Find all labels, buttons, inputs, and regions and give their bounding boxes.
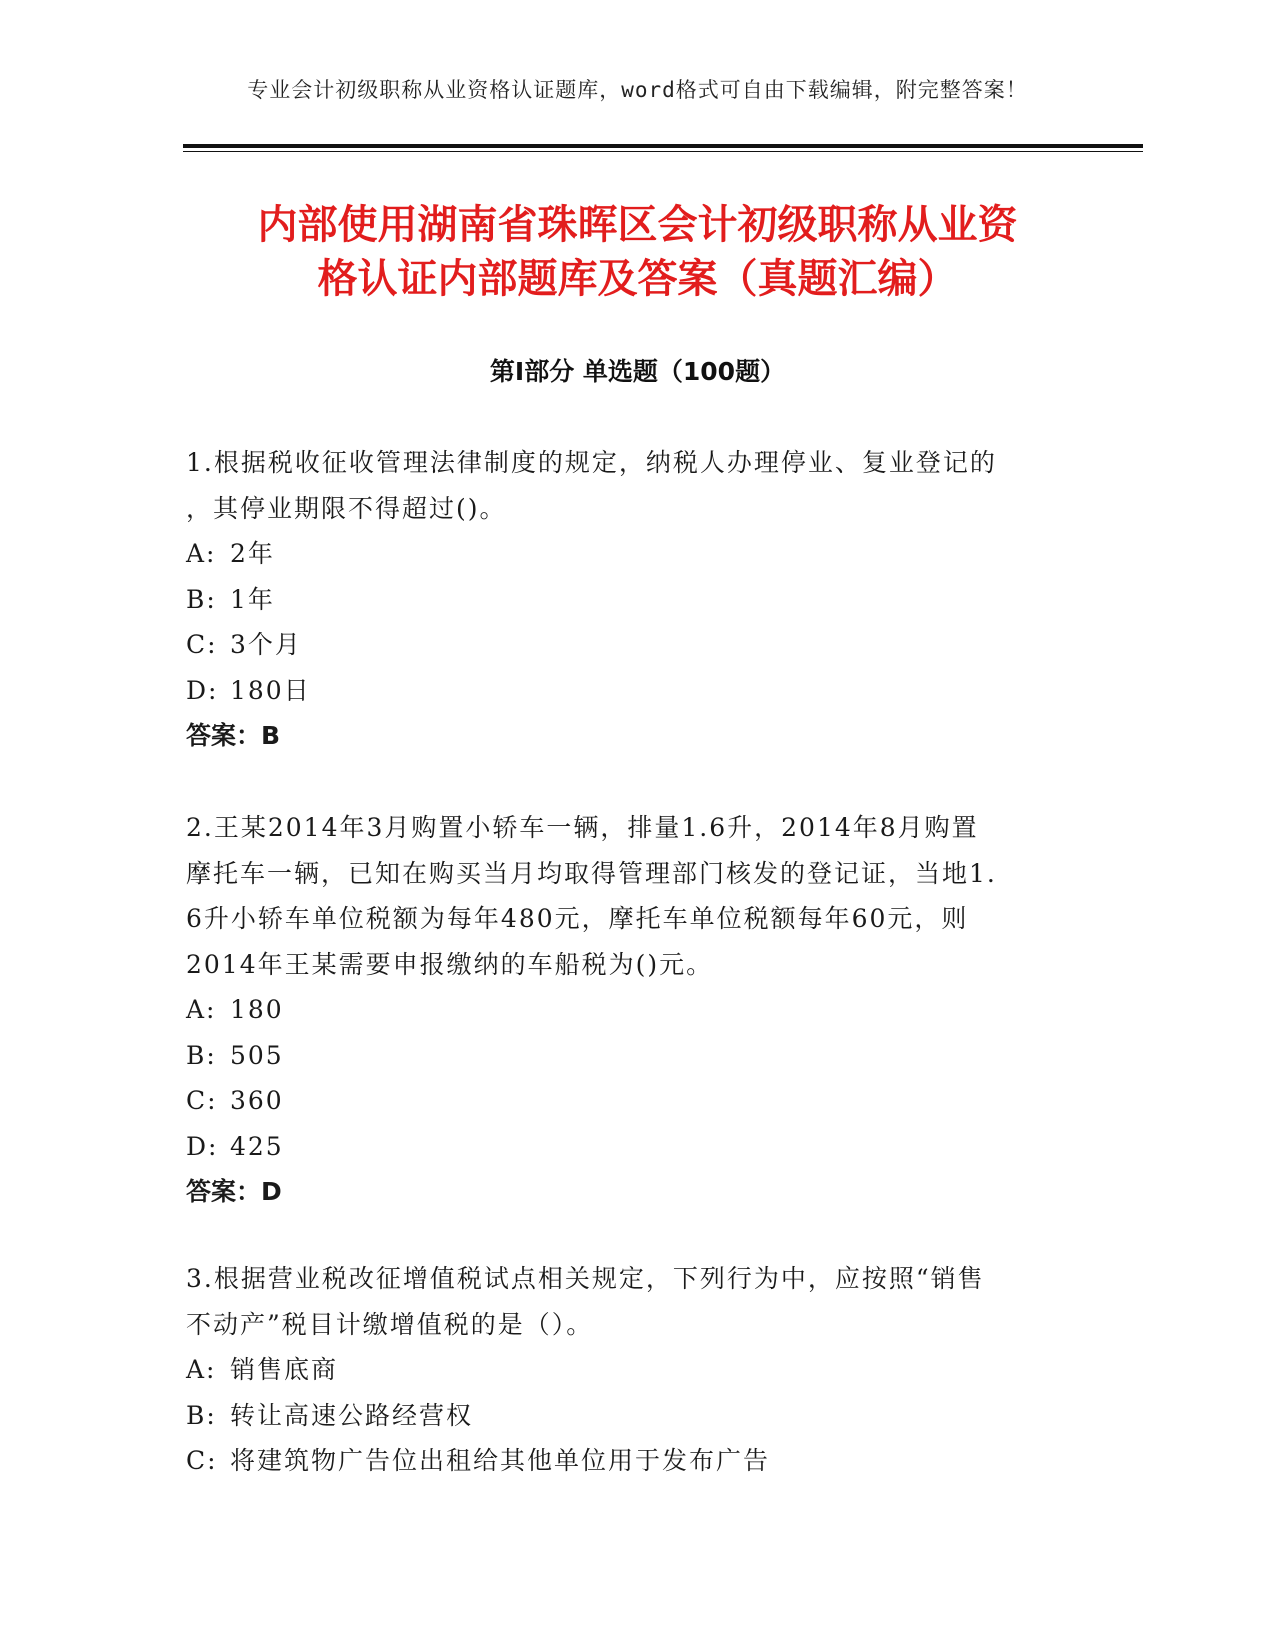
option-text: 将建筑物广告位出租给其他单位用于发布广告 (230, 1446, 771, 1475)
option-a (186, 531, 1066, 577)
option-a (186, 987, 1066, 1033)
option-text: 505 (230, 1040, 284, 1070)
option-letter: B: (186, 1040, 217, 1070)
option-c (186, 1438, 1066, 1484)
option-letter: C: (186, 1086, 218, 1115)
option-letter: B: (186, 584, 217, 614)
option-letter: C: (186, 1446, 218, 1475)
option-d (186, 1124, 1066, 1170)
option-b (186, 1033, 1066, 1079)
question-stem-line: 1.根据税收征收管理法律制度的规定，纳税人办理停业、复业登记的 (186, 448, 997, 477)
question-stem-line: 不动产”税目计缴增值税的是（）。 (186, 1309, 594, 1339)
header-rule-thin (183, 151, 1143, 152)
question-stem (186, 440, 1066, 531)
question-1 (186, 440, 1066, 759)
section-heading: 第Ⅰ部分 单选题（100题） (489, 357, 786, 386)
question-stem-line: 2014年王某需要申报缴纳的车船税为()元。 (186, 949, 714, 979)
question-stem-line: 6升小轿车单位税额为每年480元，摩托车单位税额每年60元，则 (186, 904, 969, 933)
question-3 (186, 1256, 1066, 1484)
option-letter: D: (186, 1131, 219, 1161)
option-text: 425 (230, 1131, 284, 1161)
option-text: 2年 (230, 539, 275, 568)
option-text: 3个月 (230, 630, 302, 659)
option-text: 180日 (230, 675, 311, 705)
question-stem-line: ，其停业期限不得超过()。 (186, 493, 507, 523)
option-text: 转让高速公路经营权 (230, 1400, 474, 1430)
document-title (150, 198, 1125, 306)
option-text: 180 (230, 995, 284, 1024)
option-letter: D: (186, 675, 219, 705)
answer: 答案：D (186, 1177, 282, 1206)
option-letter: A: (186, 1355, 217, 1384)
answer: 答案：B (186, 721, 281, 750)
header-rule-thick (183, 144, 1143, 148)
option-text: 销售底商 (230, 1355, 339, 1384)
question-stem (186, 805, 1066, 987)
option-c (186, 1078, 1066, 1124)
option-letter: B: (186, 1400, 217, 1430)
option-text: 1年 (230, 584, 275, 614)
option-letter: C: (186, 630, 218, 659)
document-title-line1: 内部使用湖南省珠晖区会计初级职称从业资 (257, 202, 1018, 248)
header-note: 专业会计初级职称从业资格认证题库，word格式可自由下载编辑，附完整答案！ (247, 78, 1028, 102)
option-b (186, 577, 1066, 623)
question-stem-line: 3.根据营业税改征增值税试点相关规定，下列行为中，应按照“销售 (186, 1264, 985, 1293)
option-d (186, 668, 1066, 714)
document-title-line2: 格认证内部题库及答案（真题汇编） (317, 256, 958, 302)
option-letter: A: (186, 995, 217, 1024)
option-letter: A: (186, 539, 217, 568)
option-text: 360 (230, 1086, 284, 1115)
question-2 (186, 805, 1066, 1215)
question-stem (186, 1256, 1066, 1347)
option-c (186, 622, 1066, 668)
option-b (186, 1393, 1066, 1439)
question-stem-line: 2.王某2014年3月购置小轿车一辆，排量1.6升，2014年8月购置 (186, 813, 979, 842)
question-stem-line: 摩托车一辆，已知在购买当月均取得管理部门核发的登记证，当地1. (186, 858, 997, 888)
option-a (186, 1347, 1066, 1393)
